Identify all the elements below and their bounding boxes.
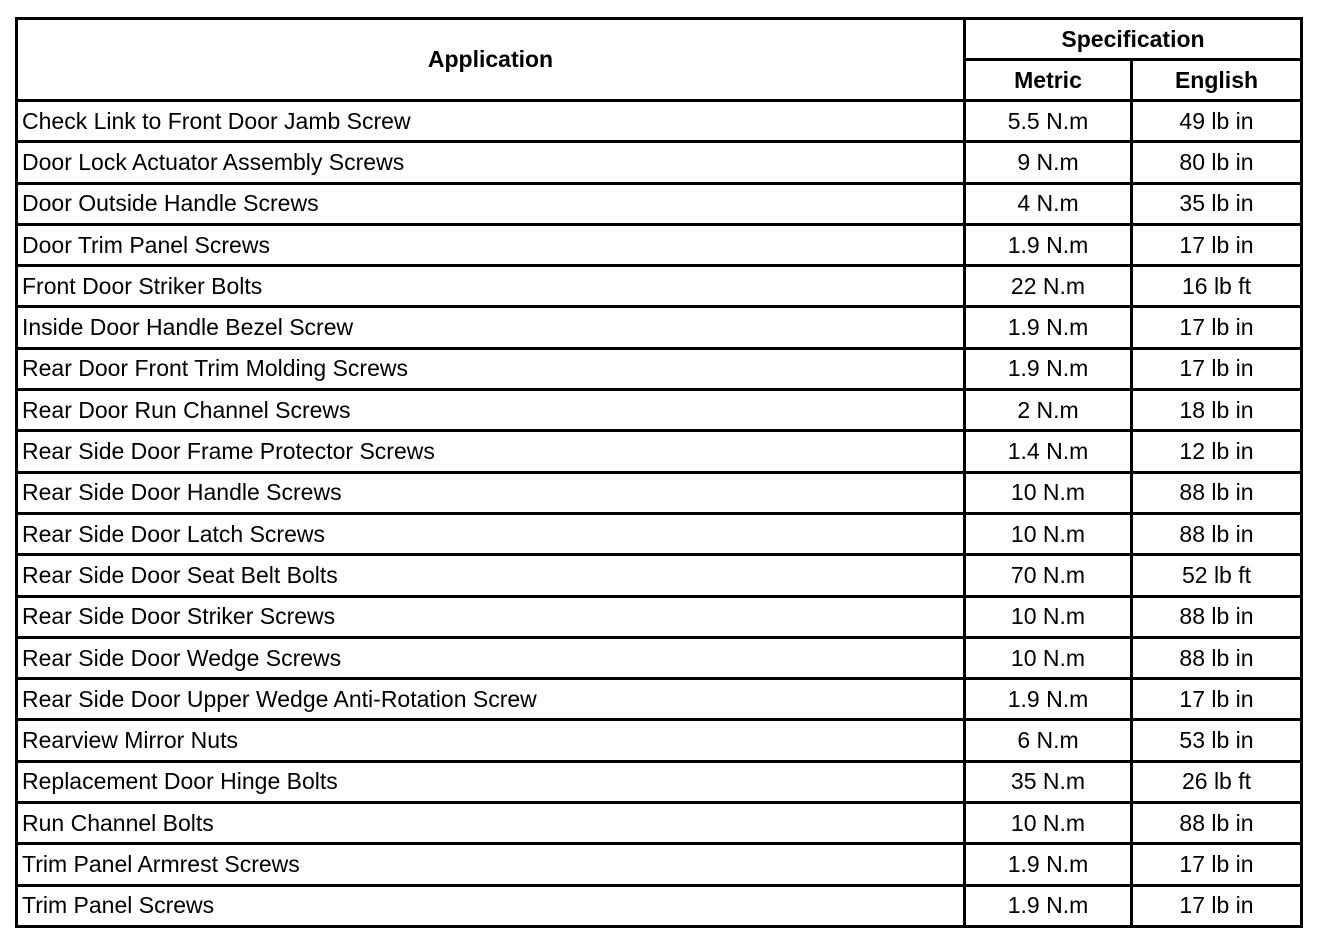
metric-value-cell: 1.9 N.m	[965, 844, 1132, 885]
torque-spec-table	[15, 17, 1303, 928]
table-row	[17, 555, 1302, 596]
application-cell: Replacement Door Hinge Bolts	[17, 761, 965, 802]
application-cell: Rear Side Door Striker Screws	[17, 596, 965, 637]
header-application: Application	[17, 19, 965, 101]
metric-value-cell: 1.4 N.m	[965, 431, 1132, 472]
table-row	[17, 596, 1302, 637]
application-cell: Rear Door Run Channel Screws	[17, 390, 965, 431]
application-cell: Rear Side Door Handle Screws	[17, 472, 965, 513]
metric-value-cell: 1.9 N.m	[965, 885, 1132, 926]
english-value-cell: 12 lb in	[1132, 431, 1302, 472]
table-row	[17, 183, 1302, 224]
english-value-cell: 88 lb in	[1132, 596, 1302, 637]
table-row	[17, 266, 1302, 307]
table-row	[17, 224, 1302, 265]
header-metric: Metric	[965, 60, 1132, 101]
english-value-cell: 17 lb in	[1132, 224, 1302, 265]
application-cell: Door Lock Actuator Assembly Screws	[17, 142, 965, 183]
table-row	[17, 307, 1302, 348]
metric-value-cell: 1.9 N.m	[965, 348, 1132, 389]
table-row	[17, 472, 1302, 513]
english-value-cell: 17 lb in	[1132, 348, 1302, 389]
metric-value-cell: 9 N.m	[965, 142, 1132, 183]
metric-value-cell: 10 N.m	[965, 596, 1132, 637]
table-row	[17, 679, 1302, 720]
metric-value-cell: 4 N.m	[965, 183, 1132, 224]
english-value-cell: 17 lb in	[1132, 844, 1302, 885]
metric-value-cell: 5.5 N.m	[965, 101, 1132, 142]
english-value-cell: 26 lb ft	[1132, 761, 1302, 802]
application-cell: Rear Side Door Latch Screws	[17, 513, 965, 554]
table-header	[17, 19, 1302, 101]
header-specification: Specification	[965, 19, 1302, 60]
english-value-cell: 17 lb in	[1132, 679, 1302, 720]
table-row	[17, 390, 1302, 431]
application-cell: Door Trim Panel Screws	[17, 224, 965, 265]
table-row	[17, 885, 1302, 926]
application-cell: Run Channel Bolts	[17, 803, 965, 844]
english-value-cell: 17 lb in	[1132, 307, 1302, 348]
metric-value-cell: 1.9 N.m	[965, 224, 1132, 265]
application-cell: Rear Side Door Wedge Screws	[17, 637, 965, 678]
english-value-cell: 18 lb in	[1132, 390, 1302, 431]
table-row	[17, 844, 1302, 885]
metric-value-cell: 10 N.m	[965, 513, 1132, 554]
table-row	[17, 637, 1302, 678]
table-body	[17, 101, 1302, 927]
english-value-cell: 88 lb in	[1132, 513, 1302, 554]
application-cell: Door Outside Handle Screws	[17, 183, 965, 224]
english-value-cell: 16 lb ft	[1132, 266, 1302, 307]
english-value-cell: 52 lb ft	[1132, 555, 1302, 596]
metric-value-cell: 10 N.m	[965, 472, 1132, 513]
english-value-cell: 88 lb in	[1132, 803, 1302, 844]
english-value-cell: 17 lb in	[1132, 885, 1302, 926]
application-cell: Rear Side Door Upper Wedge Anti-Rotation Screw	[17, 679, 965, 720]
application-cell: Trim Panel Armrest Screws	[17, 844, 965, 885]
english-value-cell: 53 lb in	[1132, 720, 1302, 761]
metric-value-cell: 6 N.m	[965, 720, 1132, 761]
application-cell: Check Link to Front Door Jamb Screw	[17, 101, 965, 142]
table-row	[17, 348, 1302, 389]
english-value-cell: 88 lb in	[1132, 637, 1302, 678]
metric-value-cell: 1.9 N.m	[965, 307, 1132, 348]
table-row	[17, 513, 1302, 554]
metric-value-cell: 70 N.m	[965, 555, 1132, 596]
table-row	[17, 761, 1302, 802]
table-row	[17, 101, 1302, 142]
metric-value-cell: 2 N.m	[965, 390, 1132, 431]
application-cell: Inside Door Handle Bezel Screw	[17, 307, 965, 348]
metric-value-cell: 10 N.m	[965, 637, 1132, 678]
metric-value-cell: 10 N.m	[965, 803, 1132, 844]
english-value-cell: 88 lb in	[1132, 472, 1302, 513]
application-cell: Rear Door Front Trim Molding Screws	[17, 348, 965, 389]
application-cell: Trim Panel Screws	[17, 885, 965, 926]
table-row	[17, 142, 1302, 183]
application-cell: Front Door Striker Bolts	[17, 266, 965, 307]
english-value-cell: 49 lb in	[1132, 101, 1302, 142]
table-row	[17, 720, 1302, 761]
header-row-top	[17, 19, 1302, 60]
english-value-cell: 80 lb in	[1132, 142, 1302, 183]
metric-value-cell: 22 N.m	[965, 266, 1132, 307]
table-row	[17, 803, 1302, 844]
application-cell: Rearview Mirror Nuts	[17, 720, 965, 761]
header-english: English	[1132, 60, 1302, 101]
application-cell: Rear Side Door Frame Protector Screws	[17, 431, 965, 472]
metric-value-cell: 35 N.m	[965, 761, 1132, 802]
metric-value-cell: 1.9 N.m	[965, 679, 1132, 720]
table-row	[17, 431, 1302, 472]
application-cell: Rear Side Door Seat Belt Bolts	[17, 555, 965, 596]
english-value-cell: 35 lb in	[1132, 183, 1302, 224]
